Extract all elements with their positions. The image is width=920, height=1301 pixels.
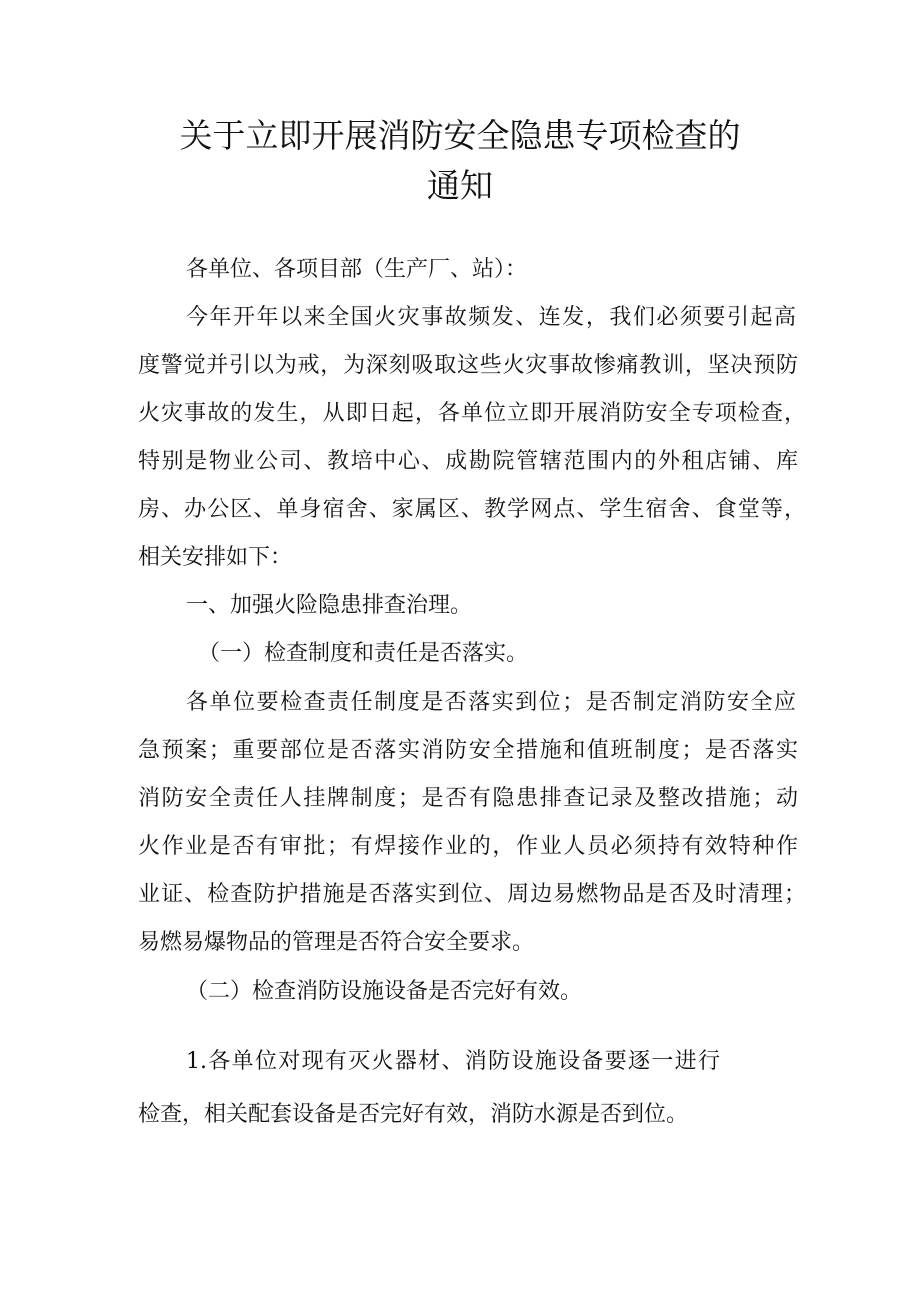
intro-paragraph-line: 今年开年以来全国火灾事故频发、连发，我们必须要引起高 [186, 305, 796, 330]
subsection-paragraph-line: 各单位要检查责任制度是否落实到位；是否制定消防安全应 [186, 690, 796, 715]
intro-paragraph-line: 相关安排如下： [138, 545, 293, 570]
subsection-paragraph-line: 急预案；重要部位是否落实消防安全措施和值班制度；是否落实 [138, 738, 798, 763]
intro-paragraph-line: 火灾事故的发生，从即日起，各单位立即开展消防安全专项检查， [138, 401, 806, 426]
subsection-paragraph-line: 易燃易爆物品的管理是否符合安全要求。 [138, 930, 535, 955]
subsection-heading: （二）检查消防设施设备是否完好有效。 [186, 979, 583, 1004]
subsection-heading: （一）检查制度和责任是否落实。 [198, 641, 529, 666]
list-item-line: 检查，相关配套设备是否完好有效，消防水源是否到位。 [138, 1102, 689, 1127]
subsection-paragraph-line: 业证、检查防护措施是否落实到位、周边易燃物品是否及时清理； [138, 882, 806, 907]
document-title-line-1: 关于立即开展消防安全隐患专项检查的 [179, 116, 741, 155]
intro-paragraph-line: 特别是物业公司、教培中心、成勘院管辖范围内的外租店铺、库 [138, 449, 798, 474]
subsection-paragraph-line: 火作业是否有审批；有焊接作业的，作业人员必须持有效特种作 [138, 834, 798, 859]
list-item-line: 1.各单位对现有灭火器材、消防设施设备要逐一进行 [186, 1049, 720, 1074]
intro-paragraph-line: 度警觉并引以为戒，为深刻吸取这些火灾事故惨痛教训，坚决预防 [138, 353, 798, 378]
subsection-paragraph-line: 消防安全责任人挂牌制度；是否有隐患排查记录及整改措施；动 [138, 786, 798, 811]
intro-paragraph-line: 房、办公区、单身宿舍、家属区、教学网点、学生宿舍、食堂等， [138, 497, 806, 522]
section-heading: 一、加强火险隐患排查治理。 [186, 593, 473, 618]
salutation: 各单位、各项目部（生产厂、站）： [186, 257, 528, 282]
document-title-line-2: 通知 [427, 166, 493, 205]
